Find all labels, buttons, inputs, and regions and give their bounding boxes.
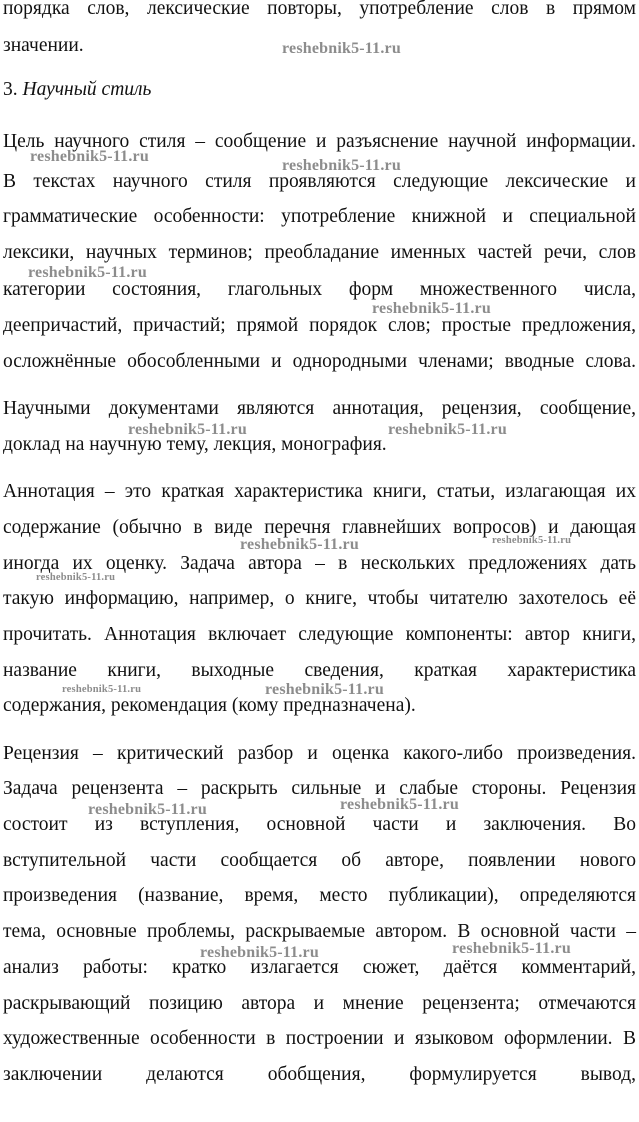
section-number: 3. [3, 79, 23, 100]
watermark: reshebnik5-11.ru [128, 421, 247, 438]
text-line: порядка слов, лексические повторы, употребление слов в прямом [3, 0, 636, 19]
text-line: деепричастий, причастий; прямой порядок слов; простые предложения, [3, 315, 636, 336]
text-line: Рецензия – критический разбор и оценка какого-либо произведения. [3, 743, 636, 764]
text-line: вступительной части сообщается об авторе, появлении нового [3, 850, 636, 871]
text-line: доклад на научную тему, лекция, монография. [3, 434, 387, 455]
text-line: грамматические особенности: употребление книжной и специальной [3, 206, 636, 227]
watermark: reshebnik5-11.ru [240, 536, 359, 553]
text-line: состоит из вступления, основной части и заключения. Во [3, 814, 636, 835]
watermark: reshebnik5-11.ru [282, 40, 401, 57]
section-title: Научный стиль [22, 79, 152, 100]
watermark: reshebnik5-11.ru [88, 801, 207, 818]
text-line: заключении делаются обобщения, формулируется вывод, [3, 1064, 636, 1085]
watermark: reshebnik5-11.ru [388, 421, 507, 438]
text-line: Аннотация – это краткая характеристика книги, статьи, излагающая их [3, 481, 636, 502]
text-line: анализ работы: кратко излагается сюжет, даётся комментарий, [3, 957, 636, 978]
watermark: reshebnik5-11.ru [200, 944, 319, 961]
text-line: значении. [3, 35, 84, 56]
watermark: reshebnik5-11.ru [492, 535, 572, 546]
text-line: название книги, выходные сведения, краткая характеристика [3, 660, 636, 681]
watermark: reshebnik5-11.ru [340, 796, 459, 813]
watermark: reshebnik5-11.ru [30, 148, 149, 165]
text-line: Научными документами являются аннотация, рецензия, сообщение, [3, 398, 636, 419]
watermark: reshebnik5-11.ru [265, 681, 384, 698]
watermark: reshebnik5-11.ru [62, 684, 142, 695]
text-line: лексики, научных терминов; преобладание именных частей речи, слов [3, 242, 636, 263]
text-line: категории состояния, глагольных форм множественного числа, [3, 279, 636, 300]
text-line: содержание (обычно в виде перечня главнейших вопросов) и дающая [3, 517, 636, 538]
text-line: художественные особенности в построении и языковом оформлении. В [3, 1028, 636, 1049]
watermark: reshebnik5-11.ru [36, 572, 116, 583]
text-line: Цель научного стиля – сообщение и разъяснение научной информации. [3, 131, 636, 152]
text-line: произведения (название, время, место публикации), определяются [3, 885, 636, 906]
section-heading [3, 78, 636, 102]
text-line: прочитать. Аннотация включает следующие компоненты: автор книги, [3, 624, 636, 645]
watermark: reshebnik5-11.ru [372, 300, 491, 317]
text-line: такую информацию, например, о книге, чтобы читателю захотелось её [3, 588, 636, 609]
watermark: reshebnik5-11.ru [452, 940, 571, 957]
watermark: reshebnik5-11.ru [28, 264, 147, 281]
text-line: тема, основные проблемы, раскрываемые автором. В основной части – [3, 921, 636, 942]
text-line: иногда их оценку. Задача автора – в нескольких предложениях дать [3, 553, 636, 574]
text-line: осложнённые обособленными и однородными членами; вводные слова. [3, 351, 636, 372]
text-line: содержания, рекомендация (кому предназначена). [3, 695, 416, 716]
text-line: раскрывающий позицию автора и мнение рецензента; отмечаются [3, 993, 636, 1014]
text-line: В текстах научного стиля проявляются следующие лексические и [3, 171, 636, 192]
text-line: Задача рецензента – раскрыть сильные и слабые стороны. Рецензия [3, 778, 636, 799]
watermark: reshebnik5-11.ru [282, 157, 401, 174]
